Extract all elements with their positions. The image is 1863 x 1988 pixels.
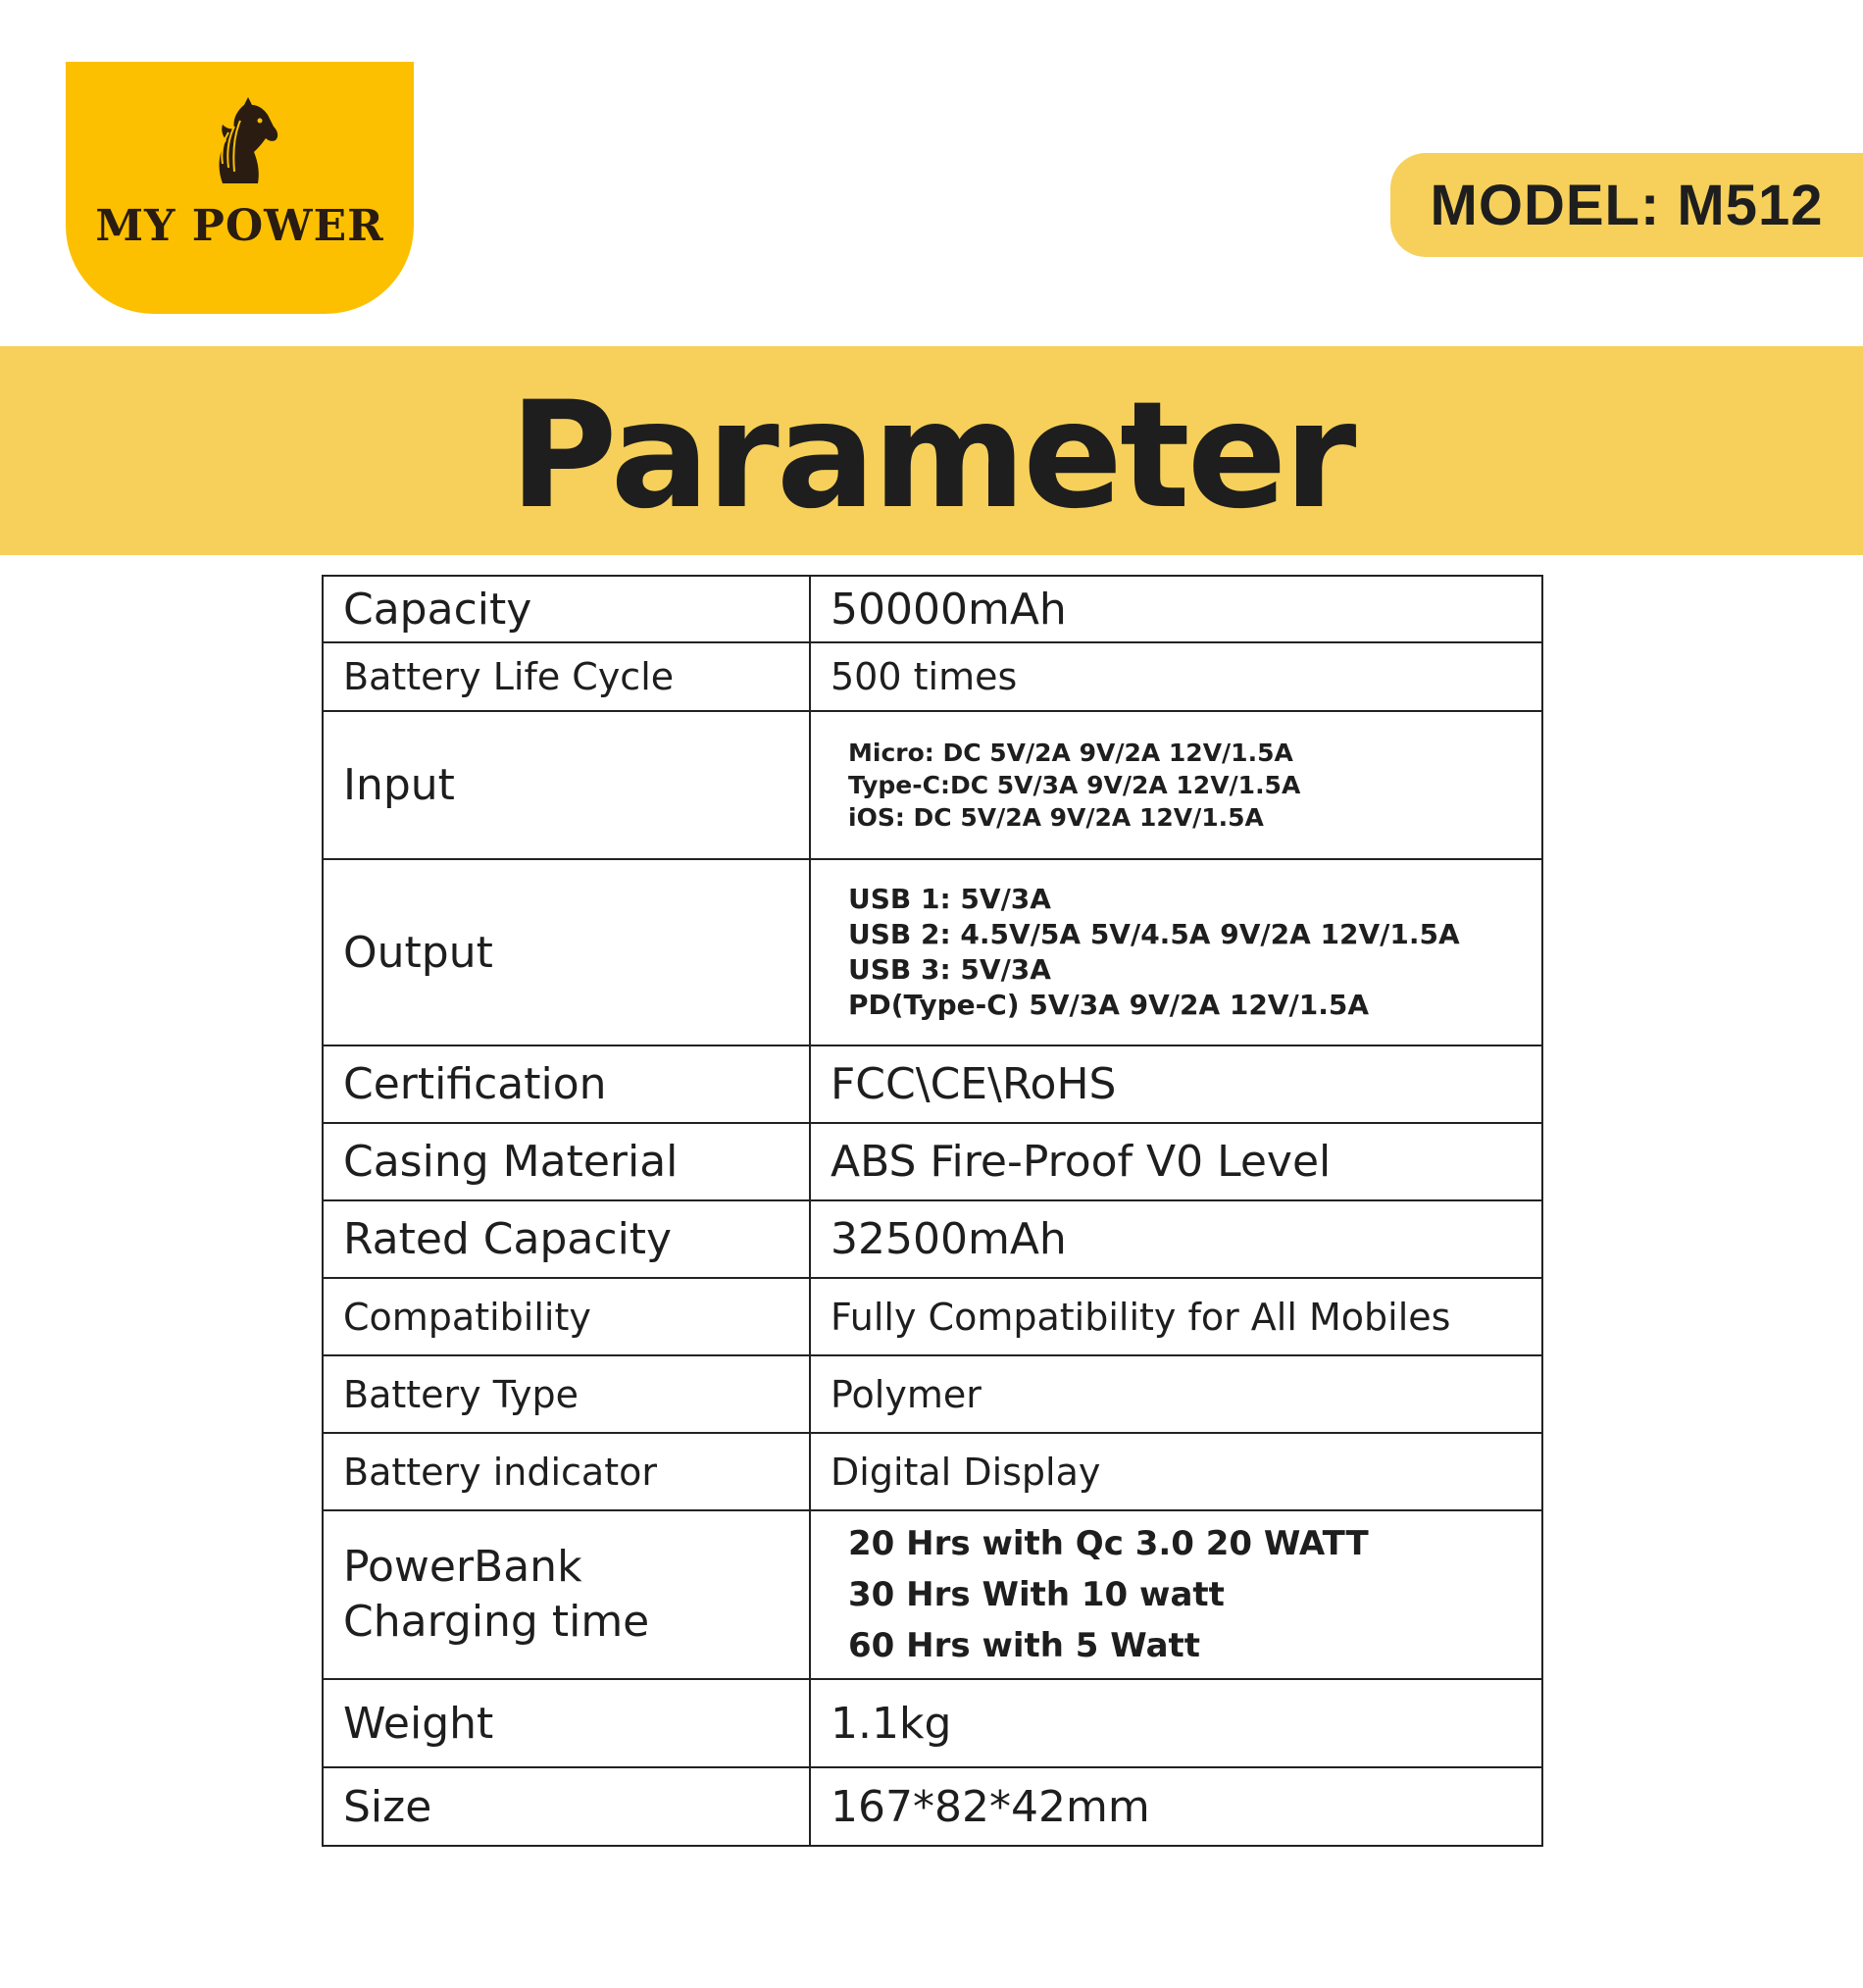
table-row	[323, 1679, 1542, 1767]
spec-table	[322, 575, 1543, 1847]
page-title: Parameter	[509, 370, 1354, 541]
spec-value: 32500mAh	[810, 1200, 1542, 1278]
spec-label: Weight	[323, 1679, 810, 1767]
charging-label-line: Charging time	[343, 1597, 650, 1647]
spec-label: Capacity	[323, 576, 810, 642]
spec-label: Battery Life Cycle	[323, 642, 810, 711]
spec-label: Size	[323, 1767, 810, 1846]
spec-value: 167*82*42mm	[810, 1767, 1542, 1846]
spec-label: Rated Capacity	[323, 1200, 810, 1278]
spec-value: 1.1kg	[810, 1679, 1542, 1767]
output-line: USB 3: 5V/3A	[848, 953, 1051, 986]
spec-label	[323, 1510, 810, 1679]
table-row	[323, 576, 1542, 642]
horse-head-icon	[193, 93, 291, 191]
output-line: USB 2: 4.5V/5A 5V/4.5A 9V/2A 12V/1.5A	[848, 918, 1460, 950]
spec-label: Certification	[323, 1045, 810, 1123]
brand-name: MY POWER	[95, 201, 384, 251]
input-line: Type-C:DC 5V/3A 9V/2A 12V/1.5A	[848, 771, 1301, 799]
spec-value: FCC\CE\RoHS	[810, 1045, 1542, 1123]
model-badge: MODEL: M512	[1390, 153, 1863, 257]
table-row	[323, 1510, 1542, 1679]
table-row	[323, 1355, 1542, 1433]
table-row	[323, 1767, 1542, 1846]
spec-value: Digital Display	[810, 1433, 1542, 1510]
table-row	[323, 1123, 1542, 1200]
spec-label: Output	[323, 859, 810, 1045]
spec-value: 50000mAh	[810, 576, 1542, 642]
spec-value: Polymer	[810, 1355, 1542, 1433]
table-row	[323, 859, 1542, 1045]
spec-label: Input	[323, 711, 810, 859]
charging-label-line: PowerBank	[343, 1542, 582, 1592]
table-row	[323, 1200, 1542, 1278]
spec-label: Casing Material	[323, 1123, 810, 1200]
spec-label: Compatibility	[323, 1278, 810, 1355]
spec-value	[810, 859, 1542, 1045]
spec-label: Battery indicator	[323, 1433, 810, 1510]
output-line: USB 1: 5V/3A	[848, 883, 1051, 915]
table-row	[323, 1045, 1542, 1123]
title-band	[0, 346, 1863, 555]
spec-value	[810, 711, 1542, 859]
spec-value: Fully Compatibility for All Mobiles	[810, 1278, 1542, 1355]
table-row	[323, 711, 1542, 859]
spec-value	[810, 1510, 1542, 1679]
spec-value: ABS Fire-Proof V0 Level	[810, 1123, 1542, 1200]
table-row	[323, 642, 1542, 711]
output-line: PD(Type-C) 5V/3A 9V/2A 12V/1.5A	[848, 989, 1370, 1021]
input-line: Micro: DC 5V/2A 9V/2A 12V/1.5A	[848, 739, 1293, 767]
charging-line: 30 Hrs With 10 watt	[848, 1575, 1225, 1614]
charging-line: 60 Hrs with 5 Watt	[848, 1626, 1201, 1665]
spec-label: Battery Type	[323, 1355, 810, 1433]
table-row	[323, 1433, 1542, 1510]
brand-logo-badge	[66, 62, 414, 314]
spec-value: 500 times	[810, 642, 1542, 711]
charging-line: 20 Hrs with Qc 3.0 20 WATT	[848, 1524, 1369, 1563]
input-line: iOS: DC 5V/2A 9V/2A 12V/1.5A	[848, 803, 1264, 832]
table-row	[323, 1278, 1542, 1355]
